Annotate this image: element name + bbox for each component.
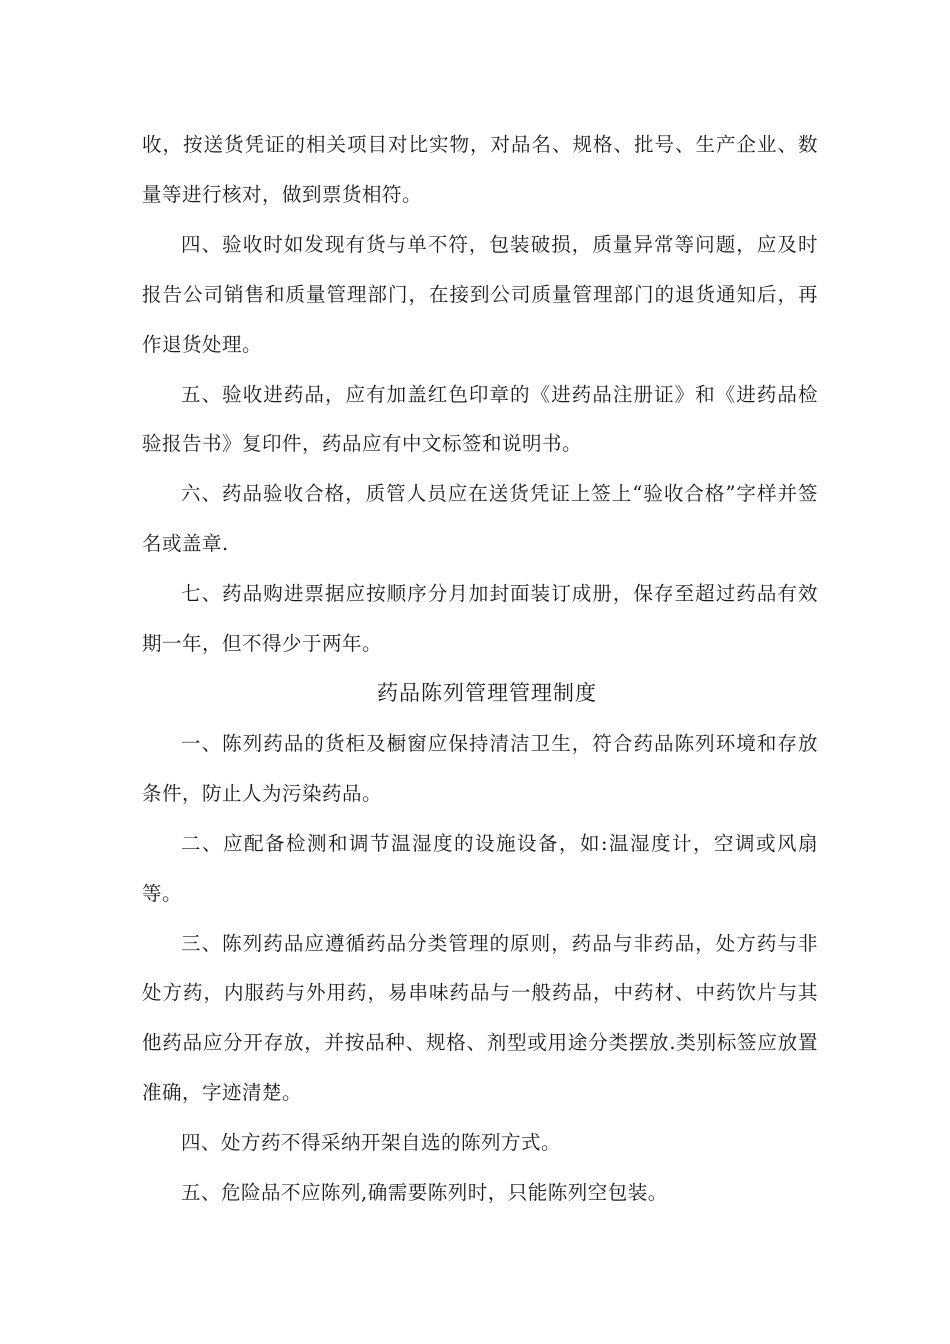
paragraph-item-5: 五、验收进药品，应有加盖红色印章的《进药品注册证》和《进药品检验报告书》复印件，药品应有中文标签和说明书。 [142, 382, 818, 456]
paragraph-item-4: 四、验收时如发现有货与单不符，包装破损，质量异常等问题，应及时报告公司销售和质量管理部门，在接到公司质量管理部门的退货通知后，再作退货处理。 [142, 232, 818, 356]
paragraph-continued: 收，按送货凭证的相关项目对比实物，对品名、规格、批号、生产企业、数量等进行核对，做到票货相符。 [142, 133, 818, 206]
display-rule-3: 三、陈列药品应遵循药品分类管理的原则，药品与非药品，处方药与非处方药，内服药与外用药，易串味药品与一般药品，中药材、中药饮片与其他药品应分开存放，并按品种、规格、剂型或用途分类摆放.类别标签应放置准确，字迹清楚。 [142, 931, 818, 1105]
paragraph-item-7: 七、药品购进票据应按顺序分月加封面装订成册，保存至超过药品有效期一年，但不得少于两年。 [142, 582, 818, 656]
paragraph-item-6: 六、药品验收合格，质管人员应在送货凭证上签上“验收合格”字样并签名或盖章. [142, 482, 818, 556]
display-rule-1: 一、陈列药品的货柜及橱窗应保持清洁卫生，符合药品陈列环境和存放条件，防止人为污染药品。 [142, 731, 818, 805]
display-rule-4: 四、处方药不得采纳开架自选的陈列方式。 [181, 1131, 562, 1155]
display-rule-5: 五、危险品不应陈列,确需要陈列时，只能陈列空包装。 [181, 1181, 668, 1205]
section-title: 药品陈列管理管理制度 [377, 680, 597, 705]
document-body [142, 120, 818, 1218]
display-rule-2: 二、应配备检测和调节温湿度的设施设备，如:温湿度计，空调或风扇等。 [142, 831, 818, 905]
